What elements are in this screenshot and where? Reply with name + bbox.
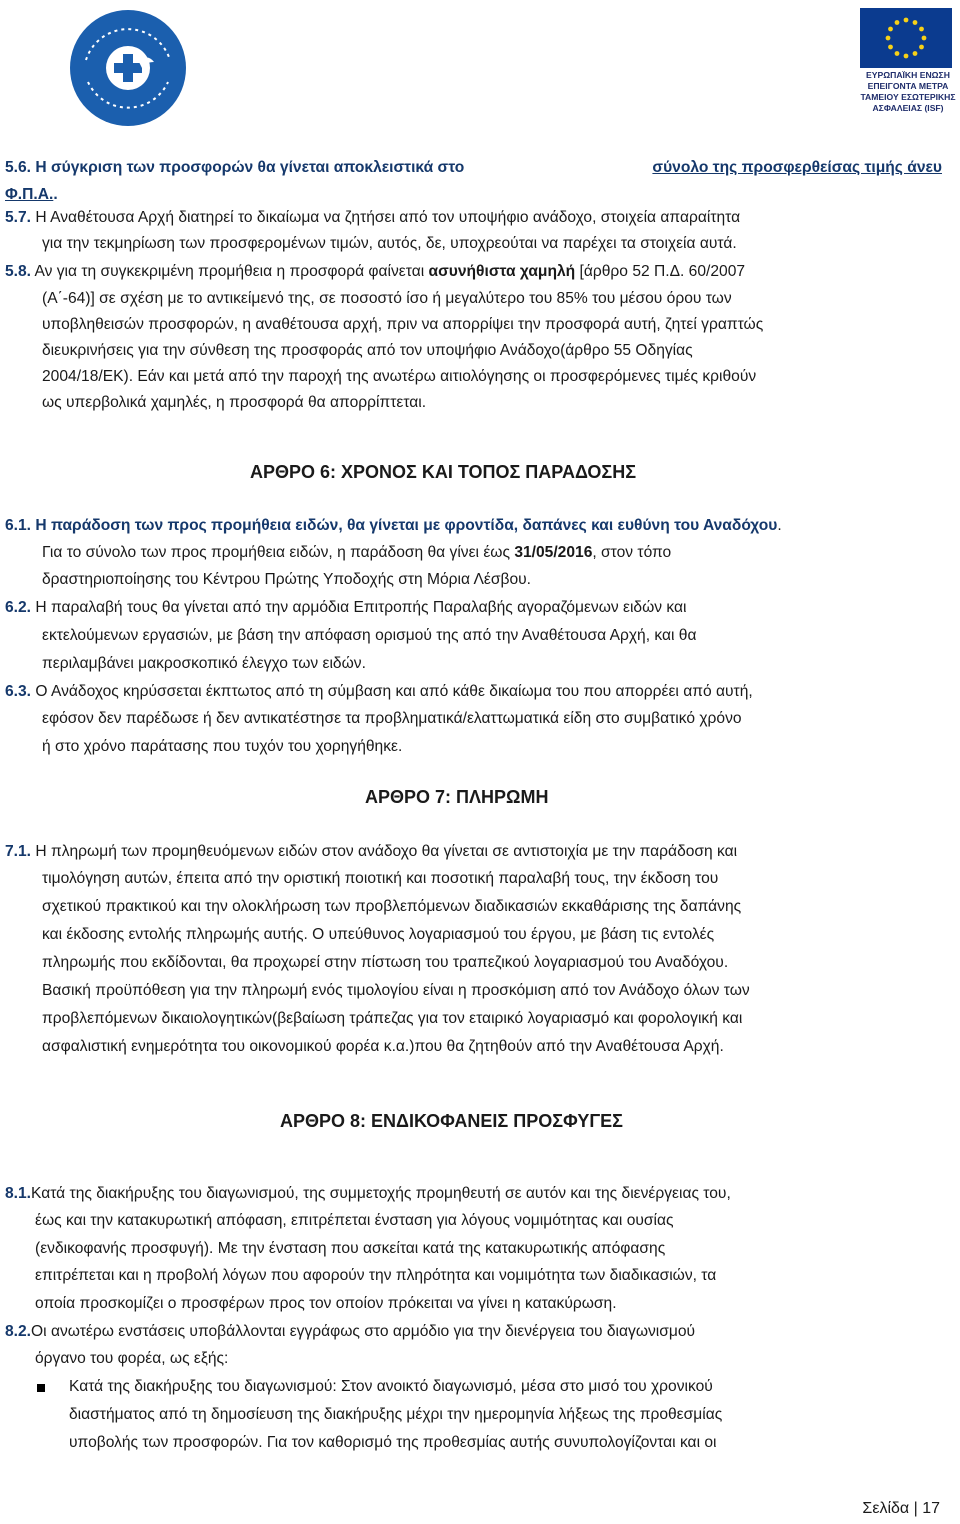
eu-caption-2: ΕΠΕΙΓΟΝΤΑ ΜΕΤΡΑ [867, 81, 949, 91]
s63-line1: Ο Ανάδοχος κηρύσσεται έκπτωτος από τη σύμβαση και από κάθε δικαίωμα του που απορρέει από αυτή, [35, 683, 753, 700]
s61-line3: δραστηριοποίησης του Κέντρου Πρώτης Υποδοχής στη Μόρια Λέσβου. [42, 571, 531, 588]
s71-line6: Βασική προϋπόθεση για την πληρωμή ενός τιμολογίου είναι η προσκόμιση από τον Ανάδοχο όλων των [42, 982, 750, 999]
s71-line3: σχετικού πρακτικού και την ολοκλήρωση των προβλεπόμενων διαδικασιών εκκαθάρισης της δαπάνης [42, 898, 742, 915]
s58-line4: διευκρινήσεις για την σύνθεση της προσφοράς από τον υποψήφιο Ανάδοχο(άρθρο 55 Οδηγίας [42, 342, 693, 359]
section-5-6-cont: Φ.Π.Α.. [5, 186, 58, 203]
s81-line4: επιτρέπεται και η προβολή λόγων που αφορούν την πληρότητα και νομιμότητα των διαδικασιών, τα [35, 1267, 717, 1284]
section-6-3 [5, 683, 753, 701]
section-6-2 [5, 599, 687, 617]
section-8-1 [5, 1185, 731, 1203]
s63-line2: εφόσον δεν παρέδωσε ή δεν αντικατέστησε τα προβληματικά/ελαττωματικά είδη στο συμβατικό χρόνο [42, 710, 742, 727]
section-number: 5.6. [5, 159, 32, 176]
s61-line2 [42, 544, 671, 562]
section-number: 6.2. [5, 599, 32, 616]
s58-text-a: Αν για τη συγκεκριμένη προμήθεια η προσφορά φαίνεται [34, 263, 425, 280]
section-underlined-b: Φ.Π.Α. [5, 186, 54, 203]
section-number: 5.8. [5, 263, 32, 280]
article-8-title: ΑΡΘΡΟ 8: ΕΝΔΙΚΟΦΑΝΕΙΣ ΠΡΟΣΦΥΓΕΣ [280, 1111, 623, 1131]
section-5-6 [5, 159, 942, 177]
s71-line5: πληρωμής που εκδίδονται, θα προχωρεί στην πίστωση του τραπεζικού λογαριασμού του Αναδόχου. [42, 954, 729, 971]
page-label: Σελίδα [862, 1500, 910, 1517]
s71-line4: και έκδοσης εντολής πληρωμής αυτής. Ο υπεύθυνος λογαριασμού του έργου, με βάση τις εντολές [42, 926, 715, 943]
eu-caption-4: ΑΣΦΑΛΕΙΑΣ (ISF) [872, 103, 944, 113]
bullet1-line3: υποβολής των προσφορών. Για τον καθορισμό της προθεσμίας αυτής συνυπολογίζονται και οι [69, 1434, 717, 1451]
s82-line1: Οι ανωτέρω ενστάσεις υποβάλλονται εγγράφως στο αρμόδιο για την διενέργεια του διαγωνισμού [31, 1323, 696, 1340]
s71-line2: τιμολόγηση αυτών, έπειτα από την οριστική ποιοτική και ποσοτική παραλαβή τους, την έκδοση του [42, 870, 719, 887]
s58-line2: (Α΄-64)] σε σχέση με το αντικείμενό της, σε ποσοστό ίσο ή μεγαλύτερο του 85% του μέσου όρου των [42, 290, 732, 307]
section-text: Η Αναθέτουσα Αρχή διατηρεί το δικαίωμα να ζητήσει από τον υποψήφιο ανάδοχο, στοιχεία απαραίτητα [35, 209, 741, 226]
page-number: 17 [922, 1500, 940, 1517]
s63-line3: ή στο χρόνο παράτασης που τυχόν του χορηγήθηκε. [42, 738, 403, 755]
bullet-square-icon [37, 1384, 45, 1392]
section-number: 7.1. [5, 843, 32, 860]
s71-line8: ασφαλιστική ενημερότητα του οικονομικού φορέα κ.α.)που θα ζητηθούν από την Αναθέτουσα Αρχή. [42, 1038, 724, 1055]
s58-line3: υποβληθεισών προσφορών, η αναθέτουσα αρχή, πριν να απορρίψει την προσφορά αυτή, ζητεί γραπτώς [42, 316, 764, 333]
s71-line7: προβλεπόμενων δικαιολογητικών(βεβαίωση τράπεζας για τον εταιρικό λογαριασμό και φορολογική και [42, 1010, 743, 1027]
section-8-2 [5, 1323, 695, 1341]
s58-bold: ασυνήθιστα χαμηλή [428, 263, 576, 280]
article-7-title: ΑΡΘΡΟ 7: ΠΛΗΡΩΜΗ [365, 787, 549, 807]
s62-line3: περιλαμβάνει μακροσκοπικό έλεγχο των ειδών. [42, 655, 366, 672]
eu-caption-1: ΕΥΡΩΠΑΪΚΗ ΕΝΩΣΗ [866, 70, 950, 80]
s82-line2: όργανο του φορέα, ως εξής: [35, 1350, 229, 1367]
s81-line5: οποία προσκομίζει ο προσφέρων προς τον οποίον πρόκειται να γίνει η κατακύρωση. [35, 1295, 617, 1312]
s62-line2: εκτελούμενων εργασιών, με βάση την απόφαση ορισμού της από την Αναθέτουσα Αρχή, και θα [42, 627, 697, 644]
eu-flag-icon [860, 8, 952, 68]
eu-caption-3: ΤΑΜΕΙΟΥ ΕΣΩΤΕΡΙΚΗΣ [860, 92, 956, 102]
section-underlined-a: σύνολο της προσφερθείσας τιμής άνευ [652, 159, 942, 176]
eu-isf-logo [860, 8, 956, 120]
section-number: 8.1. [5, 1185, 32, 1202]
section-number: 6.3. [5, 683, 32, 700]
bullet1-line2: διαστήματος από τη δημοσίευση της διακήρυξης μέχρι την ημερομηνία λήξεως της προθεσμίας [69, 1406, 723, 1423]
s58-text-c: [άρθρο 52 Π.Δ. 60/2007 [579, 263, 746, 280]
section-7-1 [5, 843, 737, 861]
s81-line3: (ενδικοφανής προσφυγή). Με την ένσταση που ασκείται κατά της κατακυρωτικής απόφασης [35, 1240, 666, 1257]
section-text: Η σύγκριση των προσφορών θα γίνεται αποκλειστικά στο [35, 159, 465, 176]
page-footer: Σελίδα | 17 [862, 1500, 940, 1517]
section-number: 5.7. [5, 209, 32, 226]
s58-line6: ως υπερβολικά χαμηλές, η προσφορά θα απορρίπτεται. [42, 394, 427, 411]
s71-line1: Η πληρωμή των προμηθευόμενων ειδών στον ανάδοχο θα γίνεται σε αντιστοιχία με την παράδοση και [35, 843, 738, 860]
section-5-7 [5, 209, 942, 227]
s62-line1: Η παραλαβή τους θα γίνεται από την αρμόδια Επιτροπής Παραλαβής αγοραζόμενων ειδών και [35, 599, 687, 616]
s61-text-b: , στον τόπο [592, 544, 672, 561]
s61-date: 31/05/2016 [514, 544, 593, 561]
section-6-1: 6.1. Η παράδοση των προς προμήθεια ειδών, θα γίνεται με φροντίδα, δαπάνες και ευθύνη του Αναδόχου. [5, 517, 782, 534]
bullet1-line1: Κατά της διακήρυξης του διαγωνισμού: Στον ανοικτό διαγωνισμό, μέσα στο μισό του χρονικού [69, 1378, 713, 1395]
s61-bold: Η παράδοση των προς προμήθεια ειδών, θα γίνεται με φροντίδα, δαπάνες και ευθύνη του Αναδόχου [35, 517, 778, 534]
s61-text-a: Για το σύνολο των προς προμήθεια ειδών, η παράδοση θα γίνει έως [42, 544, 510, 561]
s81-line1: Κατά της διακήρυξης του διαγωνισμού, της συμμετοχής προμηθευτή σε αυτόν και της διενέργειας του, [31, 1185, 731, 1202]
section-5-7-line2: για την τεκμηρίωση των προσφερομένων τιμών, αυτός, δε, υποχρεούται να παρέχει τα στοιχεία αυτά. [42, 235, 737, 252]
doctors-of-the-world-logo [68, 8, 188, 128]
s58-line5: 2004/18/ΕΚ). Εάν και μετά από την παροχή της ανωτέρω αιτιολόγησης οι προσφερόμενες τιμές κριθούν [42, 368, 757, 385]
section-number: 6.1. [5, 517, 32, 534]
section-5-8 [5, 263, 745, 281]
article-6-title: ΑΡΘΡΟ 6: ΧΡΟΝΟΣ ΚΑΙ ΤΟΠΟΣ ΠΑΡΑΔΟΣΗΣ [250, 462, 637, 482]
s81-line2: έως και την κατακυρωτική απόφαση, επιτρέπεται ένσταση για λόγους νομιμότητας και ουσίας [35, 1212, 674, 1229]
section-number: 8.2. [5, 1323, 32, 1340]
